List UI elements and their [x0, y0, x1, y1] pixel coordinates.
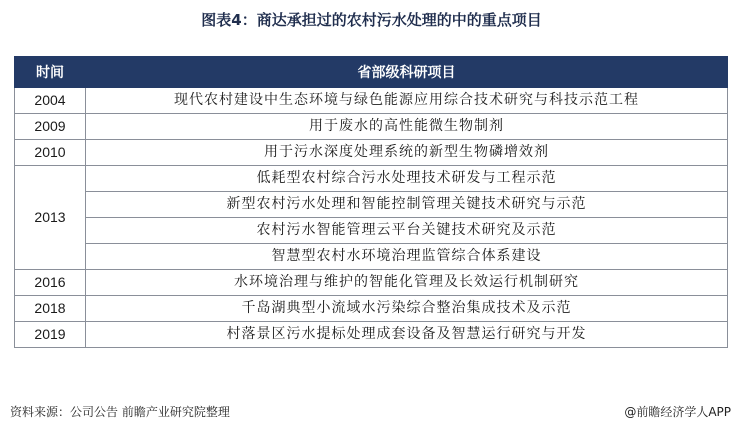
brand-credit: @前瞻经济学人APP	[624, 405, 731, 419]
year-cell: 2009	[15, 114, 86, 140]
project-cell: 低耗型农村综合污水处理技术研发与工程示范	[86, 166, 728, 192]
project-cell: 农村污水智能管理云平台关键技术研究及示范	[86, 218, 728, 244]
project-cell: 千岛湖典型小流域水污染综合整治集成技术及示范	[86, 296, 728, 322]
year-cell: 2004	[15, 88, 86, 114]
year-cell: 2010	[15, 140, 86, 166]
project-cell: 用于废水的高性能微生物制剂	[86, 114, 728, 140]
project-cell: 村落景区污水提标处理成套设备及智慧运行研究与开发	[86, 322, 728, 348]
table-row	[15, 88, 728, 114]
year-cell: 2019	[15, 322, 86, 348]
project-cell: 智慧型农村水环境治理监管综合体系建设	[86, 244, 728, 270]
table-header-row	[15, 57, 728, 88]
table-row	[15, 270, 728, 296]
year-cell: 2016	[15, 270, 86, 296]
table-row	[15, 244, 728, 270]
table-row	[15, 322, 728, 348]
table-row	[15, 192, 728, 218]
header-projects: 省部级科研项目	[86, 57, 728, 88]
year-cell: 2018	[15, 296, 86, 322]
header-year: 时间	[15, 57, 86, 88]
table-row	[15, 114, 728, 140]
project-cell: 水环境治理与维护的智能化管理及长效运行机制研究	[86, 270, 728, 296]
source-note: 资料来源：公司公告 前瞻产业研究院整理	[10, 405, 230, 419]
projects-table	[14, 56, 728, 348]
table-row	[15, 140, 728, 166]
table-row	[15, 296, 728, 322]
project-cell: 用于污水深度处理系统的新型生物磷增效剂	[86, 140, 728, 166]
table-row	[15, 166, 728, 192]
project-cell: 现代农村建设中生态环境与绿色能源应用综合技术研究与科技示范工程	[86, 88, 728, 114]
year-cell: 2013	[15, 166, 86, 270]
figure-title: 图表4：商达承担过的农村污水处理的中的重点项目	[201, 11, 542, 29]
table-row	[15, 218, 728, 244]
project-cell: 新型农村污水处理和智能控制管理关键技术研究与示范	[86, 192, 728, 218]
